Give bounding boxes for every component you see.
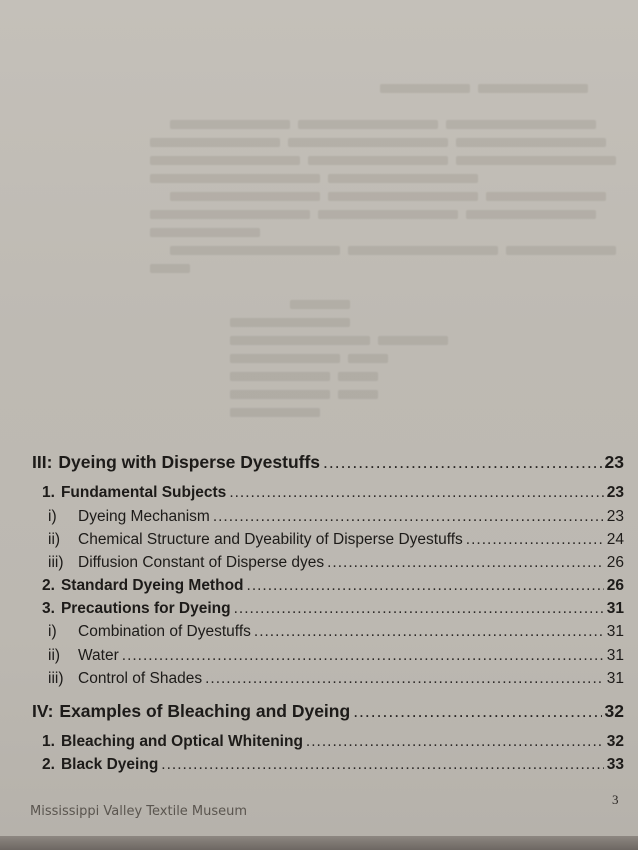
section-title: Dyeing with Disperse Dyestuffs (58, 452, 321, 472)
subitem-number: i) (48, 508, 57, 525)
page-number: 32 (604, 701, 624, 721)
toc-subitem-dyeing-mechanism (48, 508, 624, 526)
dot-leader (254, 623, 604, 641)
subitem-number: ii) (48, 531, 61, 548)
toc-subitem-combination-of-dyestuffs (48, 623, 624, 641)
subitem-title: Control of Shades (78, 670, 203, 687)
toc-subitem-chemical-structure (48, 531, 624, 549)
page-folio: 3 (612, 792, 619, 807)
page-number: 23 (606, 484, 624, 501)
item-number: 1. (42, 733, 55, 750)
page-number: 26 (606, 577, 624, 594)
subitem-title: Water (78, 647, 119, 664)
item-number: 3. (42, 600, 55, 617)
subitem-number: ii) (48, 647, 61, 664)
section-number: III: (32, 452, 53, 472)
item-title: Black Dyeing (60, 756, 159, 773)
table-surface (0, 836, 638, 850)
toc-item-precautions-for-dyeing (42, 600, 624, 618)
toc-item-black-dyeing (42, 756, 624, 774)
page-number: 31 (606, 670, 624, 687)
dot-leader (327, 554, 604, 572)
page-number: 26 (606, 554, 624, 571)
section-number: IV: (32, 701, 54, 721)
toc-subitem-control-of-shades (48, 670, 624, 688)
dot-leader (247, 577, 604, 595)
subitem-title: Combination of Dyestuffs (78, 623, 251, 640)
toc-section-iv (32, 701, 624, 722)
subitem-title: Chemical Structure and Dyeability of Disperse Dyestuffs (78, 531, 463, 548)
dot-leader (122, 647, 604, 665)
item-title: Standard Dyeing Method (60, 577, 244, 594)
page-number: 31 (606, 623, 624, 640)
page-number: 24 (606, 531, 624, 548)
dot-leader (306, 733, 604, 751)
toc-item-standard-dyeing-method (42, 577, 624, 595)
dot-leader (229, 484, 603, 502)
dot-leader (213, 508, 604, 526)
toc-item-fundamental-subjects (42, 484, 624, 502)
item-title: Precautions for Dyeing (60, 600, 231, 617)
dot-leader (161, 756, 603, 774)
toc-subitem-water (48, 647, 624, 665)
section-title: Examples of Bleaching and Dyeing (59, 701, 351, 721)
dot-leader (205, 670, 604, 688)
dot-leader (323, 452, 602, 473)
page-number: 31 (606, 600, 624, 617)
item-number: 1. (42, 484, 55, 501)
item-title: Fundamental Subjects (60, 484, 227, 501)
subitem-number: iii) (48, 554, 64, 571)
item-title: Bleaching and Optical Whitening (60, 733, 303, 750)
page-number: 32 (606, 733, 624, 750)
page-number: 33 (606, 756, 624, 773)
museum-watermark: Mississippi Valley Textile Museum (30, 804, 248, 819)
subitem-title: Diffusion Constant of Disperse dyes (78, 554, 325, 571)
subitem-number: iii) (48, 670, 64, 687)
dot-leader (234, 600, 604, 618)
dot-leader (353, 701, 601, 722)
page-number: 31 (606, 647, 624, 664)
item-number: 2. (42, 756, 55, 773)
page-number: 23 (606, 508, 624, 525)
bleed-through-text (150, 80, 620, 422)
item-number: 2. (42, 577, 55, 594)
subitem-number: i) (48, 623, 57, 640)
page-number: 23 (604, 452, 624, 472)
dot-leader (466, 531, 604, 549)
toc-section-iii (32, 452, 624, 473)
toc-subitem-diffusion-constant (48, 554, 624, 572)
subitem-title: Dyeing Mechanism (78, 508, 210, 525)
toc-item-bleaching-optical-whitening (42, 733, 624, 751)
